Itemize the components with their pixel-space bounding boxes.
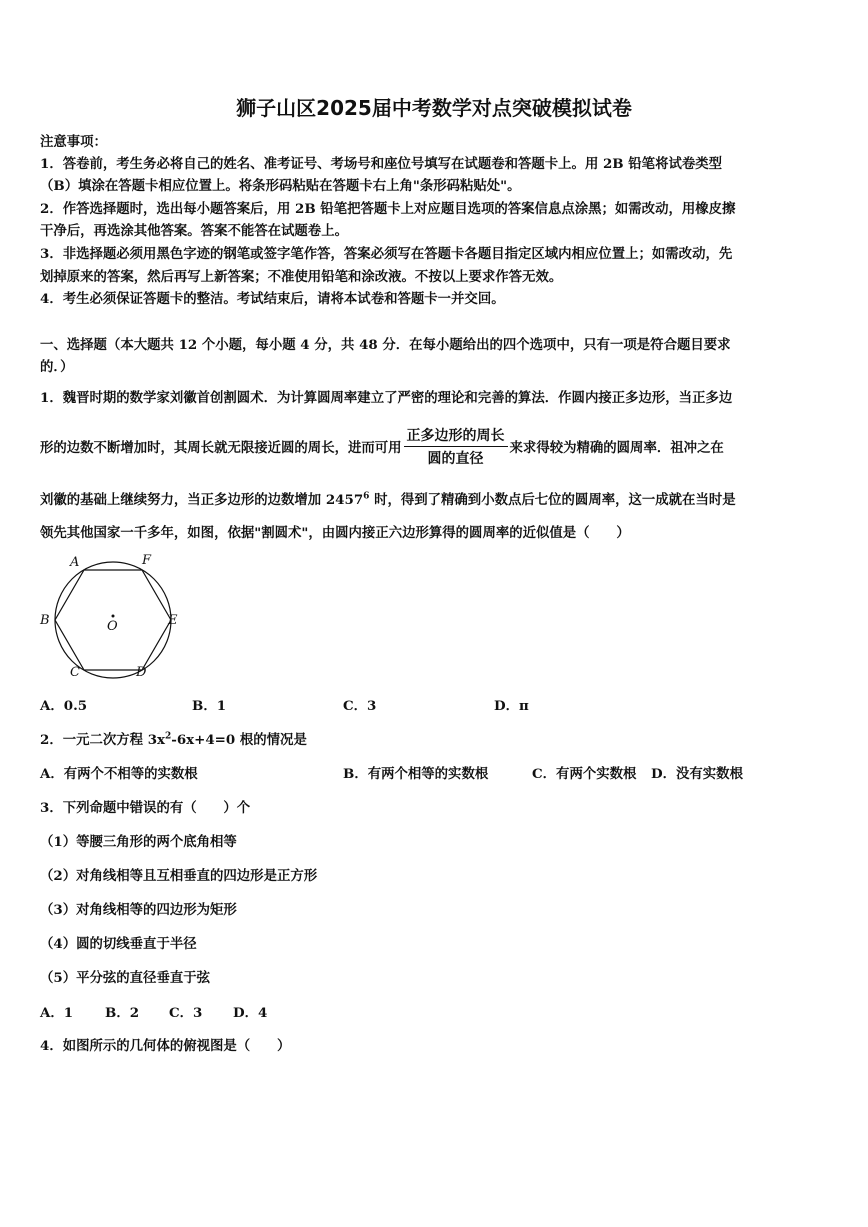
q1-option-a: A．0.5 — [40, 698, 88, 714]
section-heading-line-1: 一、选择题（本大题共 12 个小题，每小题 4 分，共 48 分．在每小题给出的四个选项中，只有一项是符合题目要求 — [40, 337, 731, 353]
notice-line-3a: 3．非选择题必须用黑色字迹的钢笔或签字笔作答，答案必须写在答题卡各题目指定区域内相应位置上；如需改动，先 — [40, 246, 733, 262]
q1-line-1: 1．魏晋时期的数学家刘徽首创割圆术．为计算圆周率建立了严密的理论和完善的算法．作圆内接正多边形，当正多边 — [40, 390, 733, 406]
label-a: A — [70, 555, 80, 570]
label-d: D — [136, 665, 147, 680]
q1-line-4: 领先其他国家一千多年，如图，依据"割圆术"，由圆内接正六边形算得的圆周率的近似值是（ ） — [40, 525, 630, 541]
section-heading-line-2: 的．） — [40, 359, 74, 375]
q3-option-b: B．2 — [105, 1005, 140, 1021]
q3-item-1: （1）等腰三角形的两个底角相等 — [40, 834, 237, 850]
q3-option-a: A．1 — [40, 1005, 74, 1021]
q3-option-c: C．3 — [169, 1005, 203, 1021]
q1-option-c: C．3 — [343, 698, 377, 714]
q1-option-b: B．1 — [192, 698, 227, 714]
notice-line-4: 4．考生必须保证答题卡的整洁。考试结束后，请将本试卷和答题卡一并交回。 — [40, 291, 505, 307]
q1-line-3 — [40, 489, 736, 508]
q1-fraction — [404, 425, 508, 468]
notice-line-2a: 2．作答选择题时，选出每小题答案后，用 2B 铅笔把答题卡上对应题目选项的答案信息点涂黑；如需改动，用橡皮擦 — [40, 201, 736, 217]
q1-line-3-start: 刘徽的基础上继续努力，当正多边形的边数增加 2457 — [40, 492, 364, 508]
q4-stem: 4．如图所示的几何体的俯视图是（ ） — [40, 1038, 291, 1054]
notice-line-1b: （B）填涂在答题卡相应位置上。将条形码粘贴在答题卡右上角"条形码粘贴处"。 — [40, 178, 521, 194]
notice-heading: 注意事项： — [40, 134, 107, 150]
q1-fraction-numerator: 正多边形的周长 — [404, 425, 508, 447]
q1-fraction-denominator: 圆的直径 — [427, 451, 484, 467]
page-title: 狮子山区2025届中考数学对点突破模拟试卷 — [236, 96, 632, 120]
q2-option-d: D．没有实数根 — [651, 766, 743, 782]
q2-option-a: A．有两个不相等的实数根 — [40, 766, 198, 782]
label-e: E — [168, 613, 178, 628]
notice-line-1a: 1．答卷前，考生务必将自己的姓名、准考证号、考场号和座位号填写在试题卷和答题卡上。用 2B 铅笔将试卷类型 — [40, 156, 723, 172]
q3-stem: 3．下列命题中错误的有（ ）个 — [40, 800, 251, 816]
center-point — [112, 615, 115, 618]
q3-item-3: （3）对角线相等的四边形为矩形 — [40, 902, 237, 918]
notice-line-3b: 划掉原来的答案，然后再写上新答案；不准使用铅笔和涂改液。不按以上要求作答无效。 — [40, 269, 563, 285]
q3-item-2: （2）对角线相等且互相垂直的四边形是正方形 — [40, 868, 318, 884]
q2-stem-start: 2．一元二次方程 3x — [40, 732, 166, 748]
q3-item-5: （5）平分弦的直径垂直于弦 — [40, 970, 211, 986]
hexagon-figure — [36, 550, 186, 680]
q1-line-2-start: 形的边数不断增加时，其周长就无限接近圆的周长，进而可用 — [40, 440, 402, 456]
q2-stem-end: -6x+4=0 根的情况是 — [171, 732, 307, 748]
q1-line-3-superscript: 6 — [363, 491, 370, 502]
label-c: C — [70, 665, 80, 680]
q2-option-b: B．有两个相等的实数根 — [343, 766, 489, 782]
q2-option-c: C．有两个实数根 — [532, 766, 637, 782]
q2-stem — [40, 729, 307, 748]
label-b: B — [40, 613, 50, 628]
q1-line-2-end: 来求得较为精确的圆周率．祖冲之在 — [509, 440, 724, 456]
label-f: F — [142, 553, 152, 568]
notice-line-2b: 干净后，再选涂其他答案。答案不能答在试题卷上。 — [40, 223, 348, 239]
q3-option-d: D．4 — [233, 1005, 268, 1021]
q3-item-4: （4）圆的切线垂直于半径 — [40, 936, 197, 952]
q2-stem-superscript: 2 — [165, 731, 172, 742]
q1-line-3-end: 时，得到了精确到小数点后七位的圆周率，这一成就在当时是 — [369, 492, 736, 508]
q1-line-2 — [40, 425, 724, 468]
label-o: O — [107, 619, 118, 634]
q1-option-d: D．π — [494, 698, 529, 714]
